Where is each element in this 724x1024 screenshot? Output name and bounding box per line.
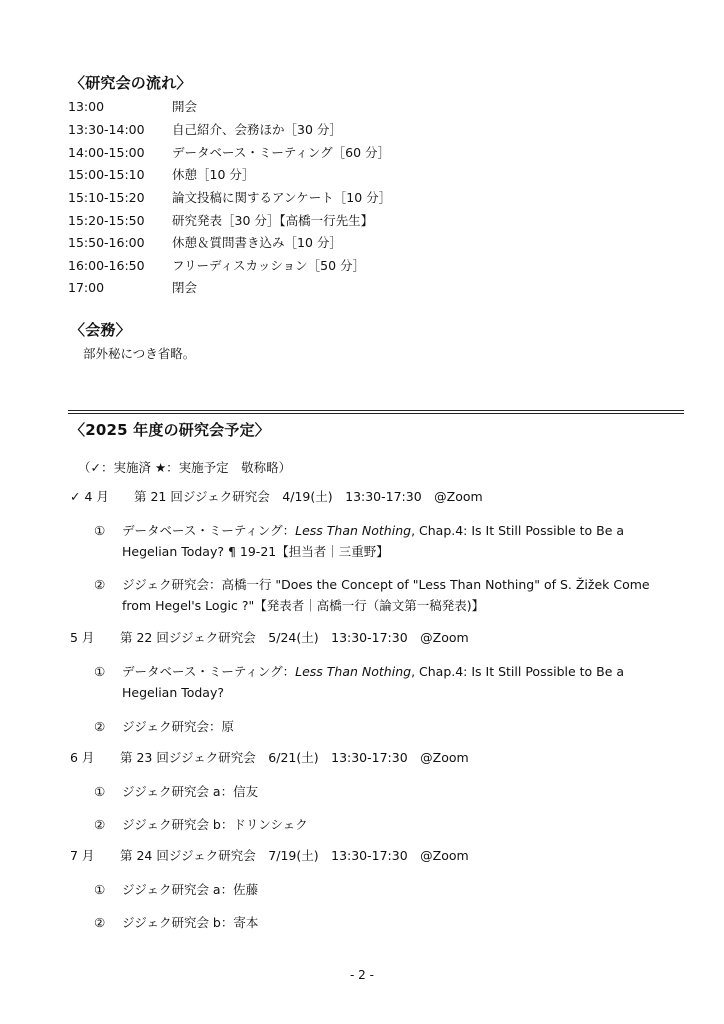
meeting-title: 第 21 回ジジェク研究会 4/19(土) 13:30-17:30 @Zoom (134, 489, 483, 504)
agenda-item (0, 661, 700, 705)
agenda-item (0, 814, 700, 836)
schedule-desc: データベース・ミーティング［60 分］ (172, 145, 391, 160)
schedule-time: 17:00 (68, 280, 105, 295)
month-label: 7 月 (70, 848, 95, 863)
item-text: ジジェク研究会：高橋一行 "Does the Concept of "Less Than Nothing" of S. Žižek Come from Hegel's Logic ?"【発表者｜高橋一行（論文第一稿発表)】 (122, 577, 650, 613)
meeting-title: 第 23 回ジジェク研究会 6/21(土) 13:30-17:30 @Zoom (120, 750, 469, 765)
item-number: ① (94, 784, 106, 799)
item-number: ① (94, 664, 106, 679)
schedule-time: 15:50-16:00 (68, 235, 145, 250)
month-label: 5 月 (70, 630, 95, 645)
schedule-time: 13:30-14:00 (68, 122, 145, 137)
schedule-desc: 休憩［10 分］ (172, 167, 255, 182)
book-title: Less Than Nothing (295, 664, 412, 679)
item-text: ジジェク研究会 b：ドリンシェク (122, 817, 308, 832)
schedule-time: 14:00-15:00 (68, 145, 145, 160)
agenda-item (0, 716, 700, 738)
schedule-desc: フリーディスカッション［50 分］ (172, 258, 366, 273)
schedule-desc: 自己紹介、会務ほか［30 分］ (172, 122, 342, 137)
section-divider (68, 413, 684, 414)
month-label: ✓ 4 月 (70, 489, 109, 504)
item-number: ② (94, 719, 106, 734)
agenda-item (0, 781, 700, 803)
month-label: 6 月 (70, 750, 95, 765)
book-title: Less Than Nothing (295, 523, 412, 538)
item-text-rest: , Chap.4: Is It Still Possible to Be a Hegelian Today? ¶ 19-21【担当者｜三重野】 (122, 523, 625, 559)
plan-heading: 〈2025 年度の研究会予定〉 (70, 421, 270, 439)
item-text-main: データベース・ミーティング： (122, 523, 296, 538)
schedule-desc: 開会 (172, 99, 198, 114)
item-text: ジジェク研究会 a：佐藤 (122, 882, 259, 897)
schedule-desc: 休憩＆質問書き込み［10 分］ (172, 235, 342, 250)
schedule-time: 16:00-16:50 (68, 258, 145, 273)
agenda-item (0, 574, 700, 618)
schedule-desc: 研究発表［30 分］【高橋一行先生】 (172, 213, 374, 228)
item-number: ② (94, 915, 106, 930)
agenda-item (0, 520, 700, 564)
kaimu-heading: 〈会務〉 (70, 321, 131, 339)
schedule-time: 13:00 (68, 99, 105, 114)
meeting-title: 第 24 回ジジェク研究会 7/19(土) 13:30-17:30 @Zoom (120, 848, 469, 863)
schedule-desc: 閉会 (172, 280, 198, 295)
item-number: ① (94, 523, 106, 538)
item-text (122, 520, 667, 562)
item-text: ジジェク研究会 a：信友 (122, 784, 259, 799)
schedule-time: 15:00-15:10 (68, 167, 145, 182)
flow-heading: 〈研究会の流れ〉 (70, 74, 192, 92)
item-text (122, 661, 667, 703)
item-text: ジジェク研究会 b：寄本 (122, 915, 259, 930)
item-text-main: データベース・ミーティング： (122, 664, 296, 679)
agenda-item (0, 879, 700, 901)
page-number: - 2 - (350, 968, 374, 982)
item-text-rest: , Chap.4: Is It Still Possible to Be a Hegelian Today? (122, 664, 625, 700)
schedule-time: 15:10-15:20 (68, 190, 145, 205)
kaimu-text: 部外秘につき省略。 (83, 346, 196, 361)
agenda-item (0, 912, 700, 934)
section-divider (68, 410, 684, 411)
item-number: ① (94, 882, 106, 897)
item-number: ② (94, 817, 106, 832)
meeting-title: 第 22 回ジジェク研究会 5/24(土) 13:30-17:30 @Zoom (120, 630, 469, 645)
schedule-desc: 論文投稿に関するアンケート［10 分］ (172, 190, 392, 205)
item-number: ② (94, 577, 106, 592)
schedule-time: 15:20-15:50 (68, 213, 145, 228)
plan-legend: （✓：実施済 ★：実施予定 敬称略） (78, 460, 292, 475)
item-text: ジジェク研究会：原 (122, 719, 234, 734)
